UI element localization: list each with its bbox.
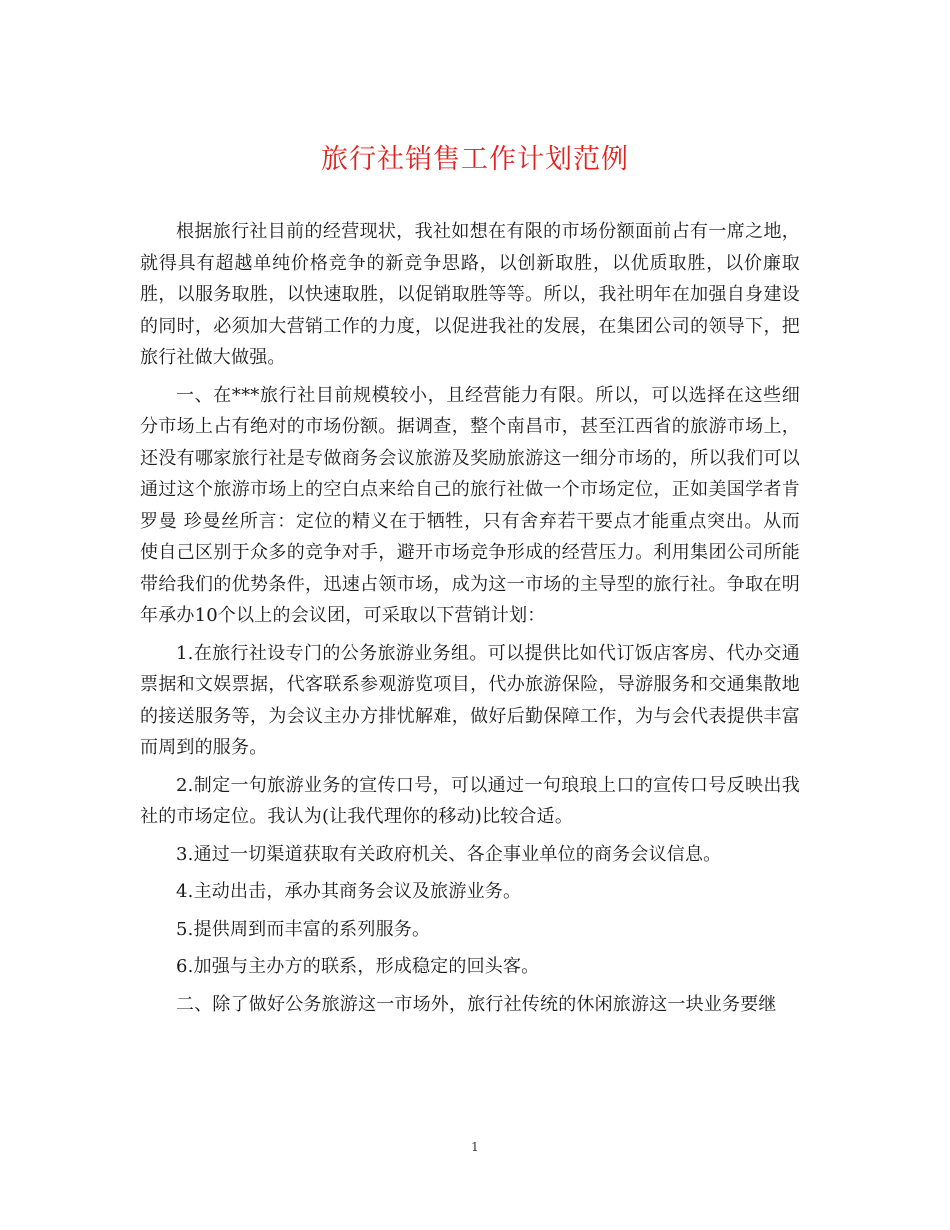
document-body bbox=[140, 216, 800, 1026]
paragraph-item-5: 5.提供周到而丰富的系列服务。 bbox=[176, 918, 431, 940]
paragraph-item-4: 4.主动出击，承办其商务会议及旅游业务。 bbox=[176, 881, 522, 902]
paragraph-section-one: 一、在***旅行社目前规模较小，且经营能力有限。所以，可以选择在这些细分市场上占有绝对的市场份额。据调查，整个南昌市，甚至江西省的旅游市场上，还没有哪家旅行社是专做商务会议旅游及奖励旅游这一细分市场的，所以我们可以通过这个旅游市场上的空白点来给自己的旅行社做一个市场定位，正如美国学者肯罗曼 珍曼丝所言：定位的精义在于牺牲，只有舍弃若干要点才能重点突出。从而使自己区别于众多的竞争对手，避开市场竞争形成的经营压力。利用集团公司所能带给我们的优势条件，迅速占领市场，成为这一市场的主导型的旅行社。争取在明年承办10个以上的会议团，可采取以下营销计划： bbox=[140, 384, 800, 626]
page-number: 1 bbox=[471, 1140, 479, 1154]
paragraph-section-two: 二、除了做好公务旅游这一市场外，旅行社传统的休闲旅游这一块业务要继 bbox=[176, 993, 777, 1015]
paragraph-item-3: 3.通过一切渠道获取有关政府机关、各企事业单位的商务会议信息。 bbox=[176, 843, 722, 865]
paragraph-intro: 根据旅行社目前的经营现状，我社如想在有限的市场份额面前占有一席之地，就得具有超越单纯价格竞争的新竞争思路，以创新取胜，以优质取胜，以价廉取胜，以服务取胜，以快速取胜，以促销取胜等等。所以，我社明年在加强自身建设的同时，必须加大营销工作的力度，以促进我社的发展，在集团公司的领导下，把旅行社做大做强。 bbox=[140, 221, 800, 368]
paragraph-item-1: 1.在旅行社设专门的公务旅游业务组。可以提供比如代订饭店客房、代办交通票据和文娱票据，代客联系参观游览项目，代办旅游保险，导游服务和交通集散地的接送服务等，为会议主办方排忧解难，做好后勤保障工作，为与会代表提供丰富而周到的服务。 bbox=[140, 642, 800, 758]
paragraph-item-6: 6.加强与主办方的联系，形成稳定的回头客。 bbox=[176, 956, 540, 977]
document-title: 旅行社销售工作计划范例 bbox=[321, 144, 629, 175]
paragraph-item-2: 2.制定一句旅游业务的宣传口号，可以通过一句琅琅上口的宣传口号反映出我社的市场定位。我认为(让我代理你的移动)比较合适。 bbox=[140, 774, 800, 827]
